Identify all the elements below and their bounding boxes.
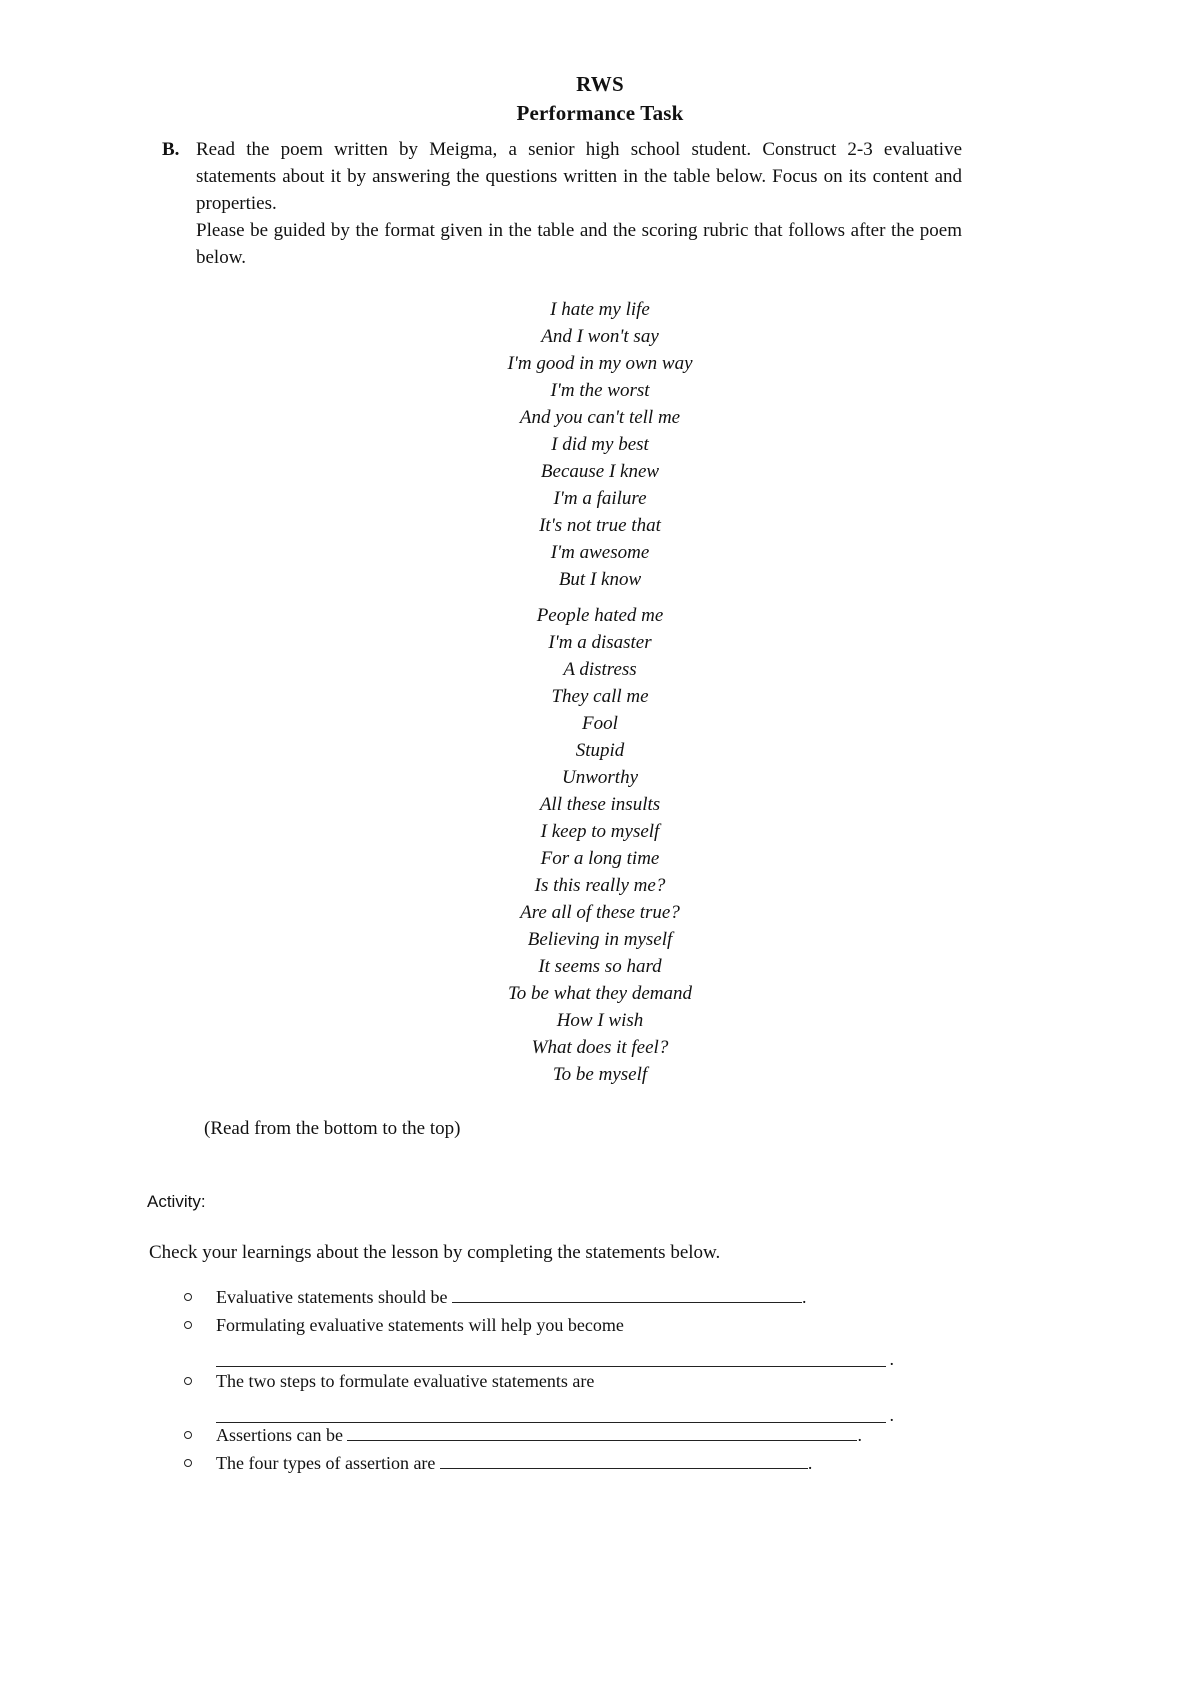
list-item	[178, 1368, 918, 1425]
item-text: Formulating evaluative statements will help you become	[216, 1315, 624, 1335]
item-period: .	[889, 1405, 894, 1425]
item-period: .	[889, 1349, 894, 1369]
poem-line: All these insults	[539, 794, 661, 815]
poem-line: They call me	[551, 686, 649, 707]
poem-line: But I know	[558, 569, 642, 590]
poem-line: Stupid	[575, 740, 625, 761]
activity-instruction: Check your learnings about the lesson by completing the statements below.	[149, 1242, 721, 1263]
poem	[0, 296, 1200, 1088]
poem-line: To be what they demand	[507, 983, 692, 1004]
poem-line: How I wish	[556, 1010, 644, 1031]
poem-line: I hate my life	[550, 299, 650, 320]
poem-line: To be myself	[552, 1064, 648, 1085]
poem-stanza-2	[0, 602, 1200, 1088]
poem-stanza-1	[0, 296, 1200, 593]
task-text	[196, 136, 962, 271]
poem-line: Are all of these true?	[520, 902, 680, 923]
list-item	[178, 1284, 918, 1312]
item-period: .	[807, 1453, 813, 1473]
poem-line: It seems so hard	[538, 956, 662, 977]
item-text: The two steps to formulate evaluative statements are	[216, 1371, 595, 1391]
poem-line: I did my best	[551, 434, 649, 455]
answer-blank[interactable]	[347, 1422, 857, 1441]
activity-items	[178, 1284, 918, 1478]
item-period: .	[857, 1425, 862, 1445]
task-paragraph-2: Please be guided by the format given in the table and the scoring rubric that follows after the poem below.	[196, 220, 962, 268]
page-title: RWS	[576, 72, 624, 96]
answer-blank[interactable]	[452, 1284, 802, 1303]
poem-line: Fool	[582, 713, 618, 734]
poem-line: A distress	[563, 659, 637, 680]
poem-line: Because I knew	[540, 461, 660, 482]
activity-heading: Activity:	[147, 1192, 206, 1211]
task-label: B.	[162, 139, 180, 160]
answer-blank[interactable]	[216, 1342, 894, 1369]
task-paragraph-1: Read the poem written by Meigma, a senior high school student. Construct 2-3 evaluative statements about it by answering the questions written in the table below. Focus on its content and properties.	[196, 139, 962, 214]
poem-line: Unworthy	[562, 767, 638, 788]
poem-line: Is this really me?	[534, 875, 666, 896]
poem-line: I'm awesome	[550, 542, 650, 563]
answer-blank[interactable]	[216, 1398, 894, 1425]
list-item	[178, 1450, 918, 1478]
poem-line: And you can't tell me	[519, 407, 681, 428]
poem-line: For a long time	[540, 848, 660, 869]
circle-bullet-icon	[184, 1431, 192, 1439]
poem-line: I'm a disaster	[548, 632, 652, 653]
poem-line: I'm good in my own way	[507, 353, 693, 374]
task-instructions	[162, 136, 962, 271]
poem-line: People hated me	[536, 605, 664, 626]
poem-line: And I won't say	[541, 326, 659, 347]
list-item	[178, 1422, 918, 1450]
circle-bullet-icon	[184, 1377, 192, 1385]
poem-line: Believing in myself	[527, 929, 673, 950]
item-period: .	[801, 1287, 807, 1307]
poem-line: It's not true that	[539, 515, 661, 536]
circle-bullet-icon	[184, 1293, 192, 1301]
item-text: The four types of assertion are	[216, 1453, 436, 1473]
list-item	[178, 1312, 918, 1368]
answer-blank[interactable]	[440, 1450, 808, 1469]
poem-line: What does it feel?	[531, 1037, 669, 1058]
page-subtitle: Performance Task	[516, 101, 684, 125]
circle-bullet-icon	[184, 1321, 192, 1329]
poem-line: I'm a failure	[553, 488, 647, 509]
poem-line: I keep to myself	[540, 821, 660, 842]
reading-note: (Read from the bottom to the top)	[204, 1118, 461, 1139]
item-text: Evaluative statements should be	[216, 1287, 448, 1307]
item-text: Assertions can be	[216, 1425, 343, 1445]
circle-bullet-icon	[184, 1459, 192, 1467]
poem-line: I'm the worst	[550, 380, 650, 401]
